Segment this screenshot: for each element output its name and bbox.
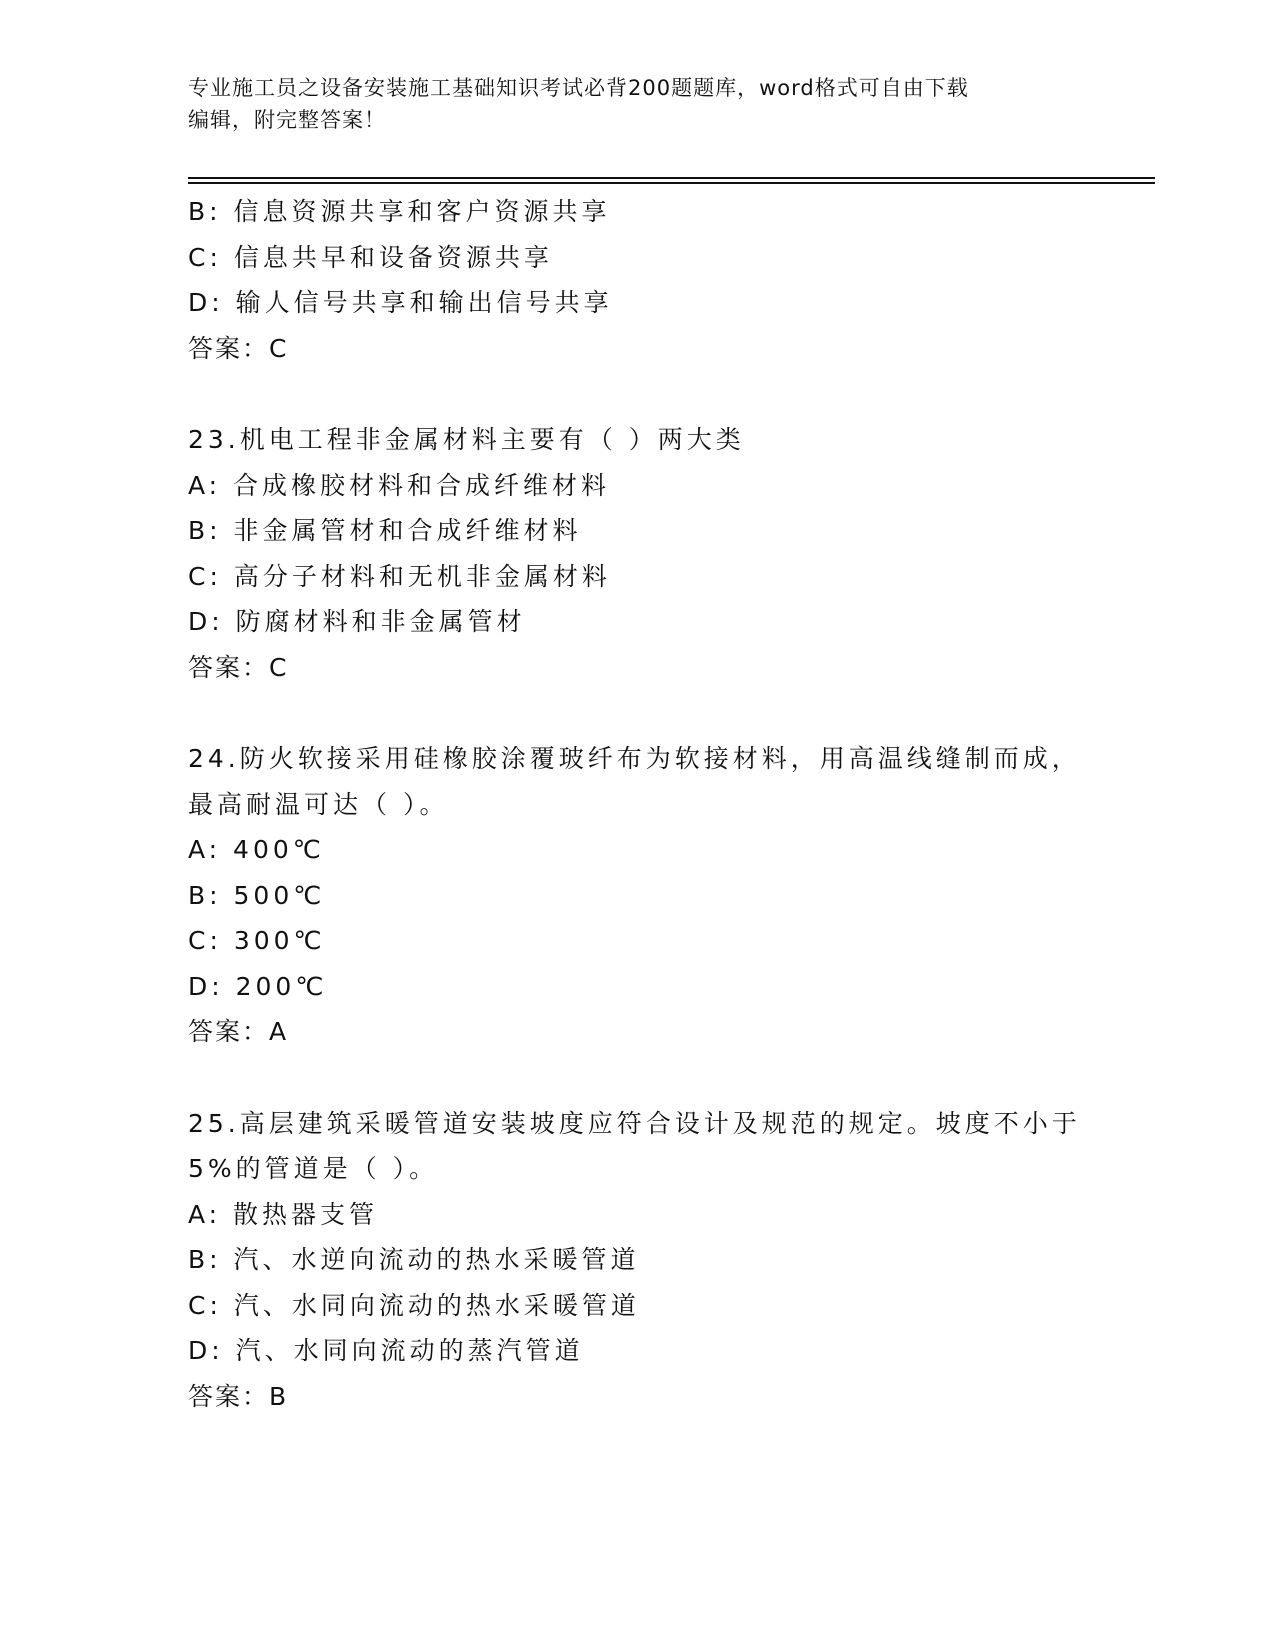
question-23 (188, 417, 1148, 690)
q24-stem-line-1: 24.防火软接采用硅橡胶涂覆玻纤布为软接材料，用高温线缝制而成， (188, 744, 1081, 773)
header-title-line-2: 编辑，附完整答案！ (188, 108, 386, 132)
spacer (188, 371, 1148, 417)
header-divider-bottom (188, 182, 1155, 184)
header-title-line-1: 专业施工员之设备安装施工基础知识考试必背200题题库，word格式可自由下载 (188, 76, 969, 100)
q22-answer: 答案：C (188, 333, 289, 363)
q25-answer: 答案：B (188, 1381, 289, 1411)
q24-option-b: B: 500℃ (188, 880, 326, 910)
q25-option-a: A: 散热器支管 (188, 1199, 379, 1229)
question-24 (188, 736, 1148, 1055)
question-25 (188, 1101, 1148, 1420)
document-header (188, 72, 1088, 136)
q23-answer: 答案：C (188, 652, 289, 682)
question-22 (188, 189, 1148, 371)
q23-option-d: D: 防腐材料和非金属管材 (188, 607, 526, 636)
q24-stem-line-2: 最高耐温可达（ ）。 (188, 789, 449, 819)
spacer (188, 1055, 1148, 1101)
q25-option-d: D: 汽、水同向流动的蒸汽管道 (188, 1336, 584, 1365)
q24-option-d: D: 200℃ (188, 971, 328, 1001)
q22-option-b: B: 信息资源共享和客户资源共享 (188, 197, 611, 226)
q25-stem-line-2: 5%的管道是（ ）。 (188, 1154, 439, 1183)
q23-stem: 23.机电工程非金属材料主要有（ ）两大类 (188, 425, 745, 454)
header-divider-top (188, 177, 1155, 179)
q24-answer: 答案：A (188, 1017, 289, 1046)
q25-option-b: B: 汽、水逆向流动的热水采暖管道 (188, 1245, 640, 1274)
q24-option-a: A: 400℃ (188, 835, 325, 864)
q23-option-a: A: 合成橡胶材料和合成纤维材料 (188, 470, 611, 500)
q23-option-b: B: 非金属管材和合成纤维材料 (188, 516, 582, 545)
question-list (188, 189, 1148, 1419)
q22-option-d: D: 输人信号共享和输出信号共享 (188, 288, 613, 317)
q25-option-c: C: 汽、水同向流动的热水采暖管道 (188, 1290, 640, 1320)
q22-option-c: C: 信息共早和设备资源共享 (188, 242, 553, 272)
q23-option-c: C: 高分子材料和无机非金属材料 (188, 561, 611, 591)
q25-stem-line-1: 25.高层建筑采暖管道安装坡度应符合设计及规范的规定。坡度不小于 (188, 1108, 1081, 1138)
q24-option-c: C: 300℃ (188, 926, 326, 955)
spacer (188, 690, 1148, 736)
